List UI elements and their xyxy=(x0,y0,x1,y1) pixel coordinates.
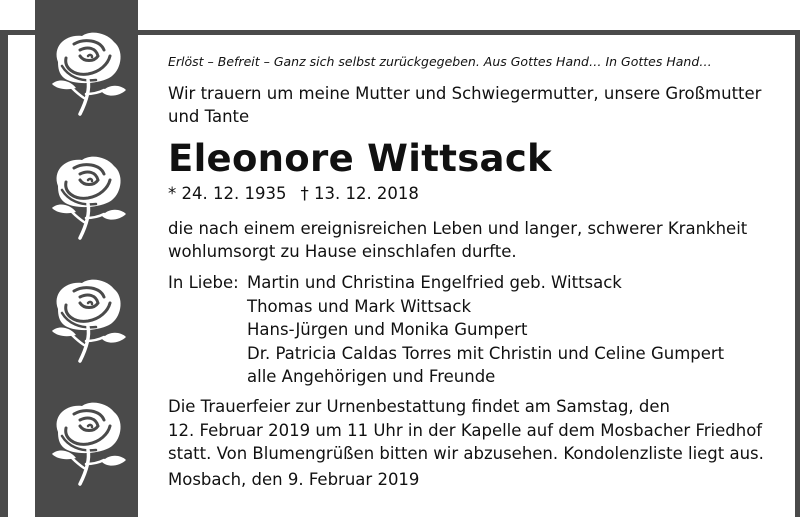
deceased-name: Eleonore Wittsack xyxy=(168,137,552,180)
passage-line: wohlumsorgt zu Hause einschlafen durfte. xyxy=(168,242,517,261)
rose-icon xyxy=(44,398,130,488)
rose-icon xyxy=(44,275,130,365)
life-dates xyxy=(168,184,419,203)
ceremony-line: statt. Von Blumengrüßen bitten wir abzusehen. Kondolenzliste liegt aus. xyxy=(168,444,764,463)
intro-line: Wir trauern um meine Mutter und Schwiegermutter, unsere Großmutter xyxy=(168,84,762,103)
passage-text xyxy=(168,217,747,263)
passage-line: die nach einem ereignisreichen Leben und langer, schwerer Krankheit xyxy=(168,219,748,238)
intro-line: und Tante xyxy=(168,107,250,126)
death-date: † 13. 12. 2018 xyxy=(300,184,419,203)
place-date: Mosbach, den 9. Februar 2019 xyxy=(168,470,420,489)
rose-icon xyxy=(44,28,130,118)
ceremony-text xyxy=(168,395,764,466)
mourners-list xyxy=(247,271,724,389)
mourner-entry: Thomas und Mark Wittsack xyxy=(247,296,472,316)
mourner-entry: Dr. Patricia Caldas Torres mit Christin und Celine Gumpert xyxy=(247,343,725,363)
mourner-entry: alle Angehörigen und Freunde xyxy=(247,367,496,386)
ceremony-line: Die Trauerfeier zur Urnenbestattung findet am Samstag, den xyxy=(168,397,671,416)
mourners-label: In Liebe: xyxy=(168,273,239,292)
mourner-entry: Hans-Jürgen und Monika Gumpert xyxy=(247,320,528,339)
mourner-entry: Martin und Christina Engelfried geb. Wittsack xyxy=(247,273,622,292)
rose-column xyxy=(35,0,138,517)
rose-icon xyxy=(44,152,130,242)
ceremony-line: 12. Februar 2019 um 11 Uhr in der Kapelle auf dem Mosbacher Friedhof xyxy=(168,420,763,440)
intro-text xyxy=(168,82,761,128)
motto-text: Erlöst – Befreit – Ganz sich selbst zurückgegeben. Aus Gottes Hand… In Gottes Hand… xyxy=(168,54,712,69)
left-border-band xyxy=(0,30,8,517)
birth-date: * 24. 12. 1935 xyxy=(168,184,287,203)
